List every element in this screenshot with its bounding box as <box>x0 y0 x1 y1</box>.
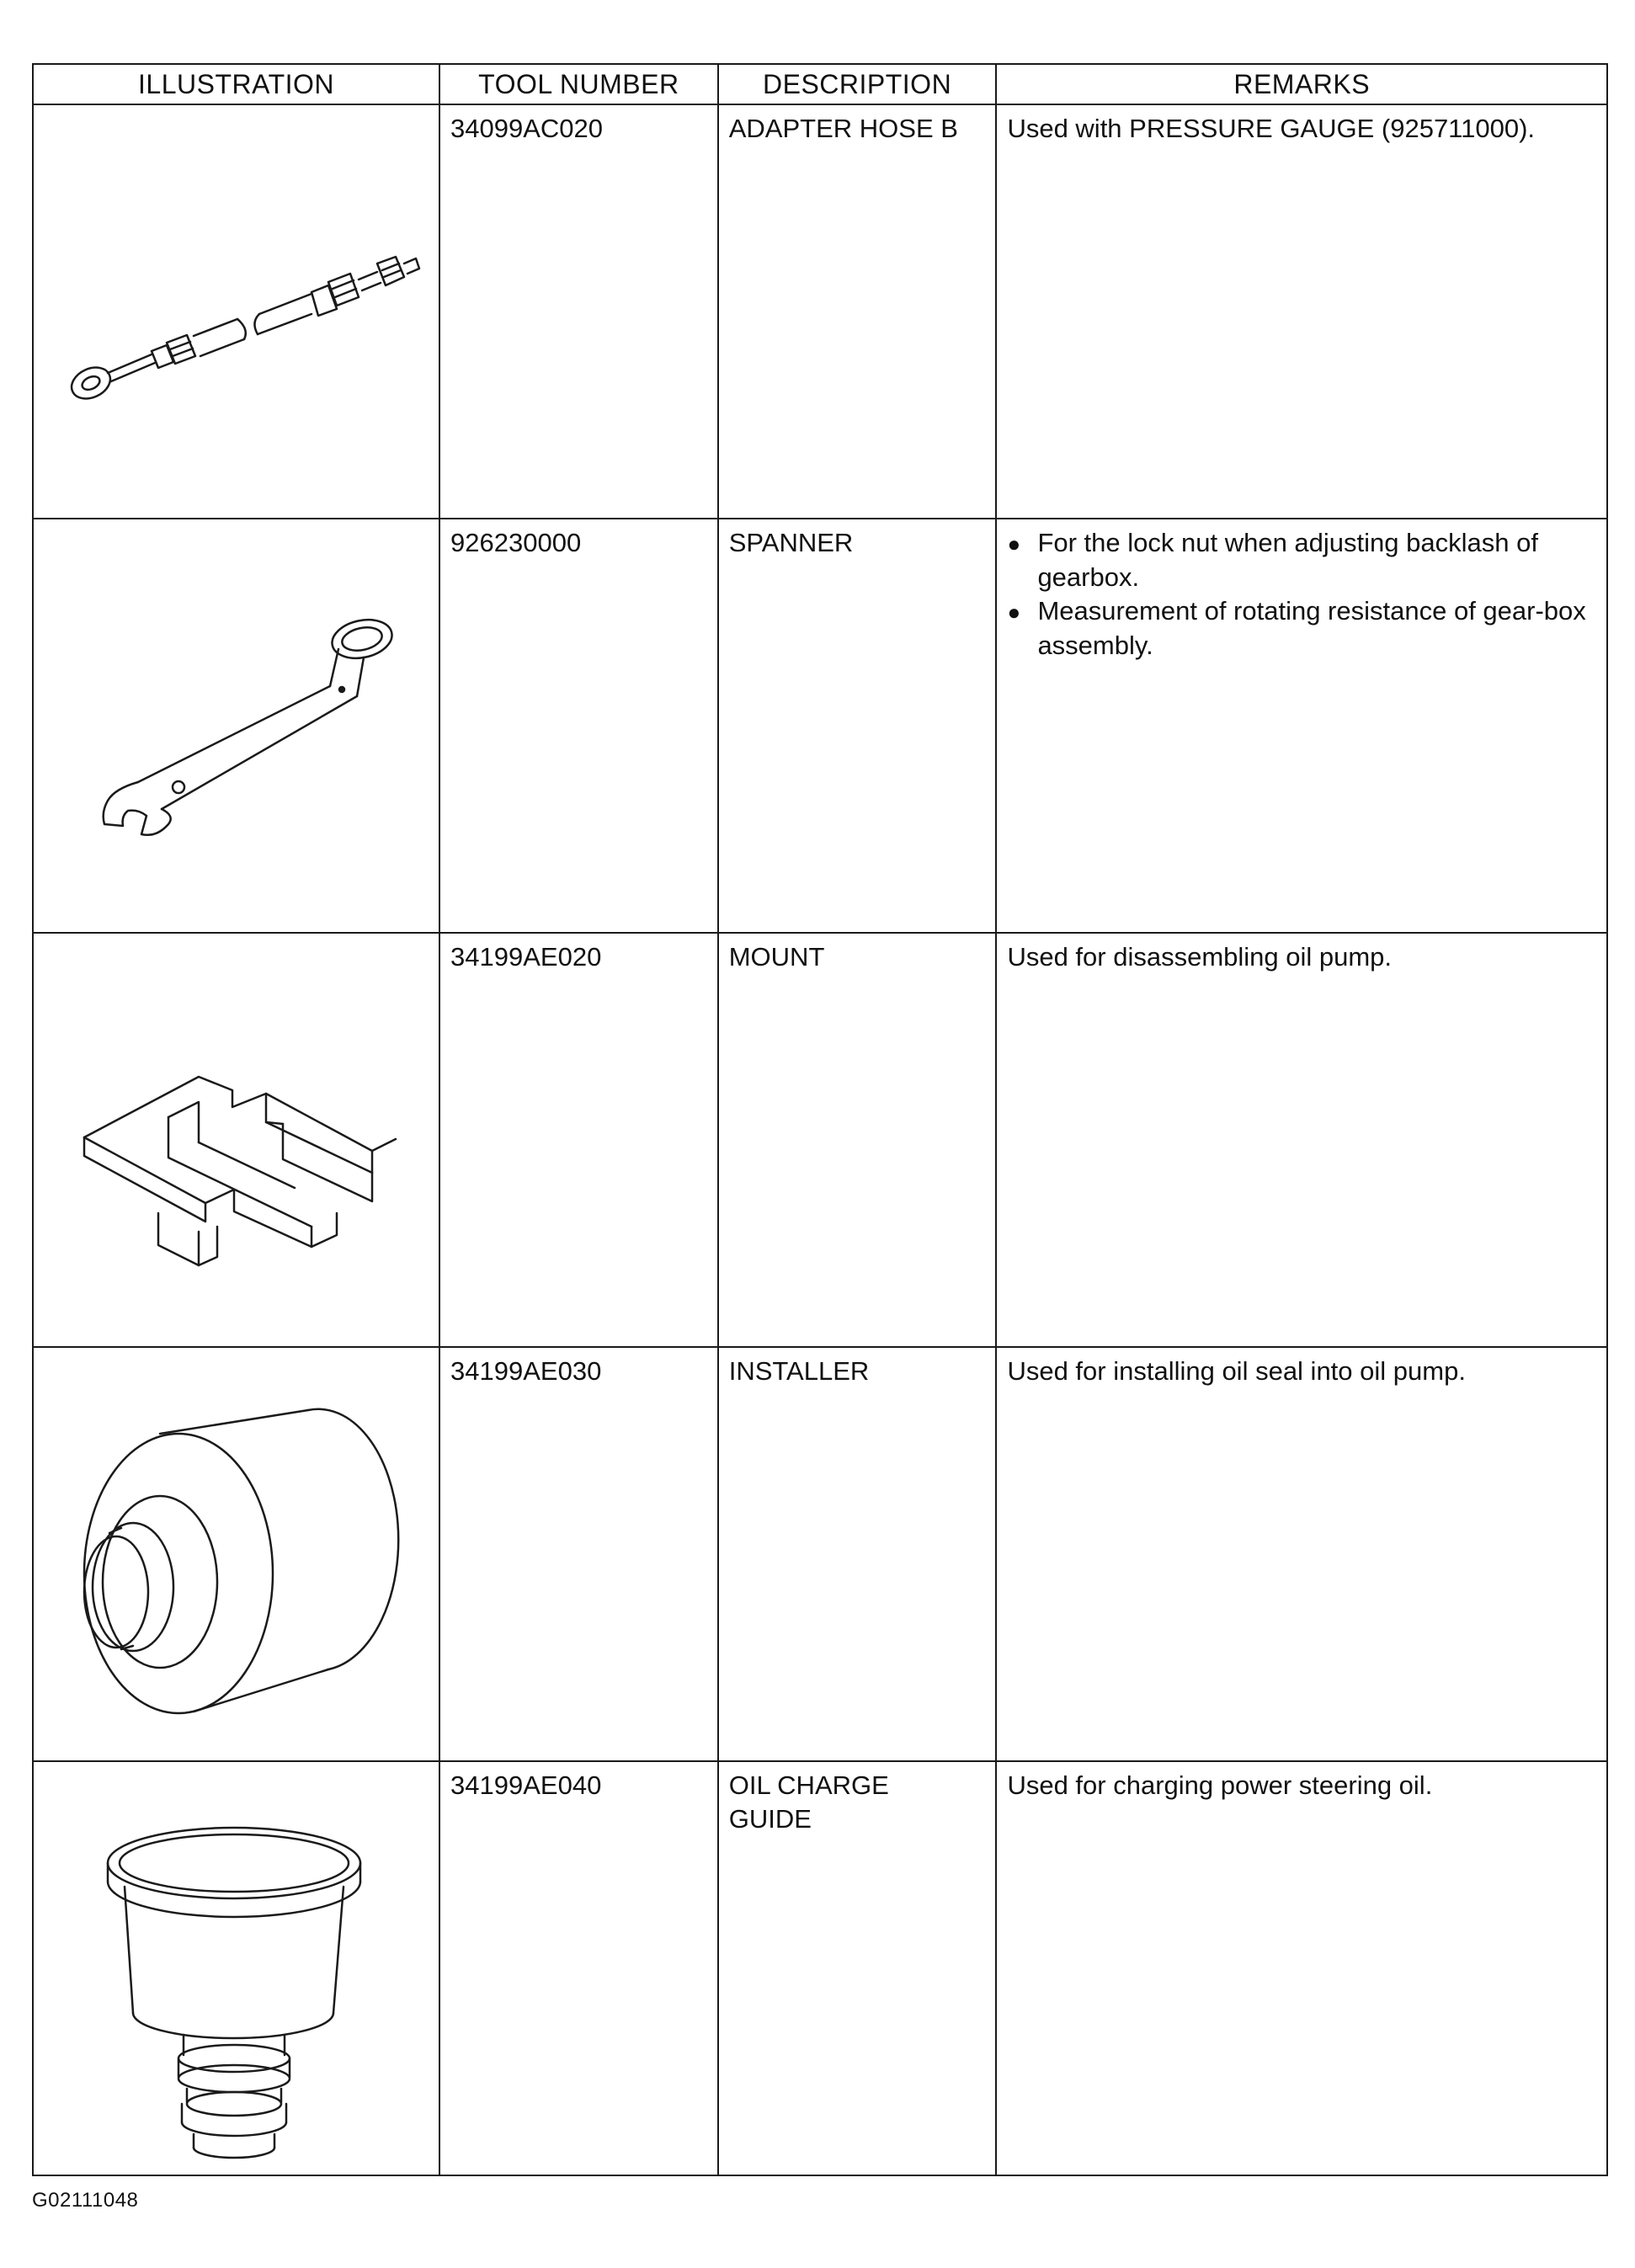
table-row <box>33 933 1607 1347</box>
table-row <box>33 1347 1607 1761</box>
remarks-text: Used for disassembling oil pump. <box>1007 942 1393 972</box>
description: OIL CHARGE GUIDE <box>728 1770 889 1834</box>
remarks-item <box>1007 594 1598 663</box>
remarks-text: Used for installing oil seal into oil pump. <box>1007 1356 1466 1386</box>
adapter-hose-icon <box>34 107 436 516</box>
oil-charge-guide-icon <box>34 1764 436 2173</box>
description-cell <box>718 104 997 519</box>
illustration-cell <box>33 933 439 1347</box>
illustration-cell <box>33 1347 439 1761</box>
tool-number: 926230000 <box>450 528 582 557</box>
tool-number-cell <box>439 104 718 519</box>
remarks-cell <box>996 1761 1607 2175</box>
remarks-cell <box>996 519 1607 933</box>
remarks-cell <box>996 933 1607 1347</box>
header-description: DESCRIPTION <box>718 64 997 104</box>
tool-number: 34199AE040 <box>450 1770 602 1800</box>
table-row <box>33 519 1607 933</box>
tool-number: 34099AC020 <box>450 114 604 143</box>
tool-number-cell <box>439 519 718 933</box>
table-header-row <box>33 64 1607 104</box>
illustration-cell <box>33 519 439 933</box>
description-cell <box>718 1347 997 1761</box>
remarks-cell <box>996 104 1607 519</box>
description: INSTALLER <box>728 1356 870 1386</box>
remarks-text: Used for charging power steering oil. <box>1007 1770 1433 1800</box>
remarks-text: For the lock nut when adjusting backlash of gearbox. <box>1037 528 1538 592</box>
bullet-icon: ● <box>1007 531 1021 556</box>
description: SPANNER <box>728 528 854 557</box>
installer-icon <box>34 1350 436 1759</box>
description-cell <box>718 519 997 933</box>
remarks-list <box>1007 526 1598 663</box>
description: ADAPTER HOSE B <box>728 114 958 143</box>
tool-number: 34199AE030 <box>450 1356 602 1386</box>
spanner-icon <box>34 521 436 930</box>
mount-icon <box>34 935 436 1344</box>
tool-number-cell <box>439 933 718 1347</box>
tool-number-cell <box>439 1347 718 1761</box>
figure-code: G02111048 <box>32 2189 139 2212</box>
illustration-cell <box>33 104 439 519</box>
table-row <box>33 1761 1607 2175</box>
description-cell <box>718 933 997 1347</box>
remarks-text: Measurement of rotating resistance of gear-box assembly. <box>1037 596 1586 660</box>
tool-number: 34199AE020 <box>450 942 602 972</box>
bullet-icon: ● <box>1007 599 1021 625</box>
description-cell <box>718 1761 997 2175</box>
header-tool-number: TOOL NUMBER <box>439 64 718 104</box>
header-remarks: REMARKS <box>996 64 1607 104</box>
special-tools-table <box>32 63 1608 2176</box>
header-illustration: ILLUSTRATION <box>33 64 439 104</box>
remarks-text: Used with PRESSURE GAUGE (925711000). <box>1007 114 1536 143</box>
remarks-item <box>1007 526 1598 594</box>
description: MOUNT <box>728 942 825 972</box>
table-row <box>33 104 1607 519</box>
remarks-cell <box>996 1347 1607 1761</box>
illustration-cell <box>33 1761 439 2175</box>
tool-number-cell <box>439 1761 718 2175</box>
